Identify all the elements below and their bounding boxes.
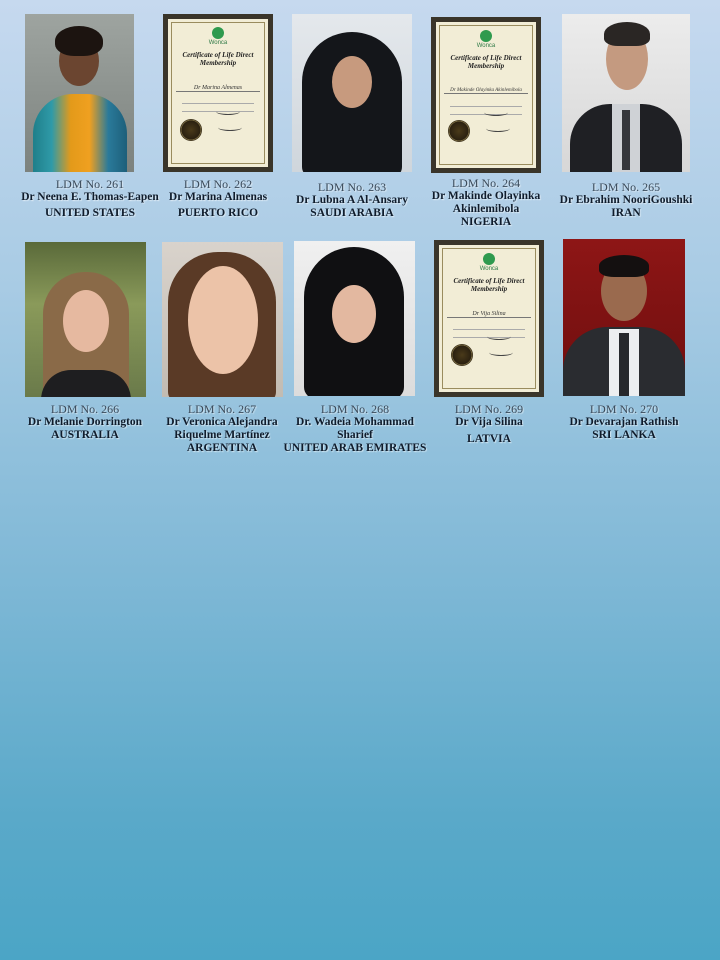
caption-member-269: LDM No. 269 Dr Vija Silina LATVIA [454,402,524,445]
caption-member-266: LDM No. 266 Dr Melanie Dorrington AUSTRALIA [27,402,143,441]
photo-member-263 [292,14,412,172]
photo-member-261 [25,14,134,172]
wonca-logo-icon [212,27,224,39]
caption-member-267: LDM No. 267 Dr Veronica Alejandra Riquelme Martínez ARGENTINA [166,402,278,454]
caption-member-264: LDM No. 264 Dr Makinde Olayinka Akinlemibola NIGERIA [431,176,541,228]
caption-member-268: LDM No. 268 Dr. Wadeia Mohammad Sharief UNITED ARAB EMIRATES [283,402,427,454]
photo-member-270 [563,239,685,396]
photo-member-268 [294,241,415,396]
photo-member-267 [162,242,283,397]
caption-member-270: LDM No. 270 Dr Devarajan Rathish SRI LANKA [569,402,679,441]
caption-member-262: LDM No. 262 Dr Marina Almenas PUERTO RICO [168,177,268,219]
certificate-member-269: Wonca Certificate of Life Direct Membership Dr Vija Silina [434,240,544,397]
certificate-member-264: Wonca Certificate of Life Direct Membership Dr Makinde Olayinka Akinlemibola [431,17,541,173]
wonca-logo-icon [483,253,495,265]
caption-member-263: LDM No. 263 Dr Lubna A Al-Ansary SAUDI ARABIA [296,180,408,219]
certificate-member-262: Wonca Certificate of Life Direct Membership Dr Marina Almenas [163,14,273,172]
photo-member-265 [562,14,690,172]
seal-icon [448,120,470,142]
wonca-logo-icon [480,30,492,42]
caption-member-261: LDM No. 261 Dr Neena E. Thomas-Eapen UNITED STATES [21,177,159,219]
caption-member-265: LDM No. 265 Dr Ebrahim NooriGoushki IRAN [559,180,693,219]
seal-icon [451,344,473,366]
seal-icon [180,119,202,141]
photo-member-266 [25,242,146,397]
